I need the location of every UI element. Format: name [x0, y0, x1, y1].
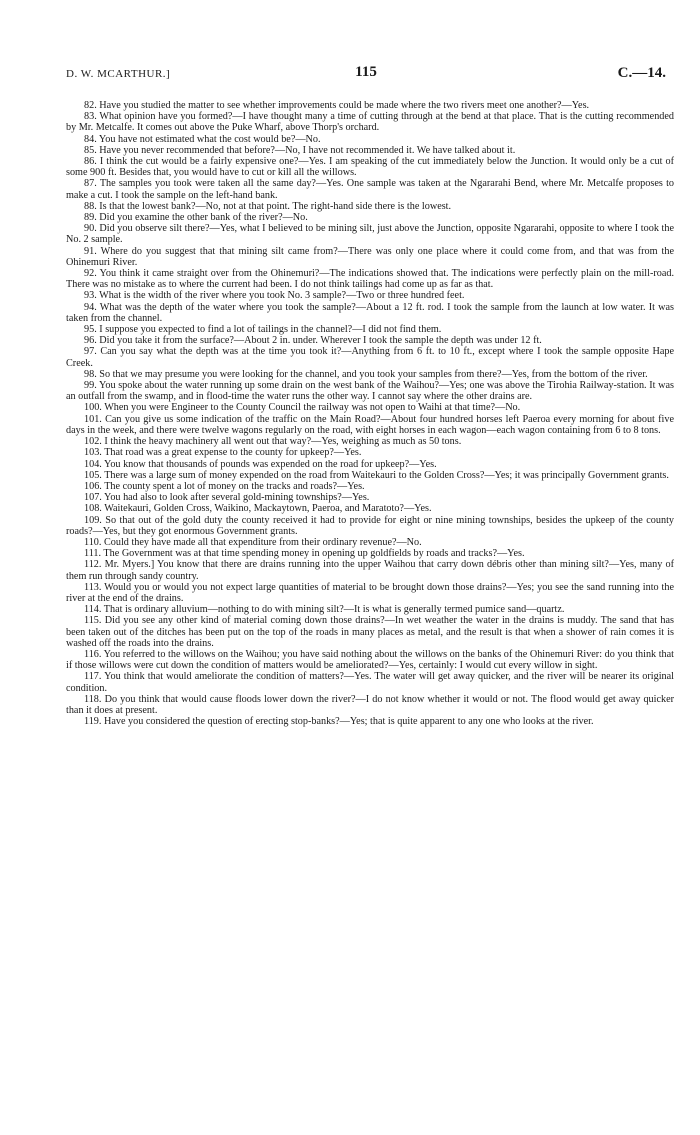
testimony-paragraph: 85. Have you never recommended that before?—No, I have not recommended it. We have talked about it.: [84, 144, 516, 156]
testimony-paragraph: 111. The Government was at that time spending money in opening up goldfields by roads and tracks?—Yes.: [84, 548, 525, 560]
testimony-paragraph: 107. You had also to look after several gold-mining townships?—Yes.: [84, 492, 370, 504]
testimony-paragraph: 95. I suppose you expected to find a lot of tailings in the channel?—I did not find them.: [84, 324, 442, 336]
page-header: [66, 64, 666, 84]
testimony-paragraph: 82. Have you studied the matter to see whether improvements could be made where the two rivers meet one another?—Yes.: [84, 100, 590, 111]
testimony-paragraph: 91. Where do you suggest that that mining silt came from?—There was only one place where it could come from, and that was from the Ohinemuri River.: [66, 245, 674, 268]
testimony-paragraph: 83. What opinion have you formed?—I have thought many a time of cutting through at the bend at that place. That is the cutting recommended by Mr. Metcalfe. It comes out above the Puke Wharf, above Thorp's orchard.: [66, 111, 674, 134]
testimony-paragraph: 116. You referred to the willows on the Waihou; you have said nothing about the willows on the banks of the Ohinemuri River: do you think that if those willows were cut down the condition of matters would be ameliorated?—Yes, certainly: I would cut every willow in sight.: [66, 648, 674, 672]
testimony-paragraph: 102. I think the heavy machinery all went out that way?—Yes, weighing as much as 50 tons.: [84, 436, 462, 448]
testimony-paragraph: 96. Did you take it from the surface?—About 2 in. under. Wherever I took the sample the depth was under 12 ft.: [84, 335, 542, 347]
testimony-paragraph: 115. Did you see any other kind of material coming down those drains?—In wet weather the water in the drains is muddy. The sand that has been taken out of the ditches has been put on the top of the roads in many places as metal, and the result is that when a shower of rain comes it is washed off the roads into the drains.: [66, 615, 674, 649]
testimony-paragraph: 92. You think it came straight over from the Ohinemuri?—The indications showed that. The indications were perfectly plain on the mill-road. There was no mistake as to where the current had been. I do not think tailings had come up as far as that.: [66, 268, 674, 291]
testimony-paragraph: 119. Have you considered the question of erecting stop-banks?—Yes; that is quite apparent to any one who looks at the river.: [84, 716, 594, 728]
testimony-paragraph: 100. When you were Engineer to the County Council the railway was not open to Waihi at that time?—No.: [84, 402, 521, 414]
testimony-paragraph: 113. Would you or would you not expect large quantities of material to be brought down those drains?—Yes; you see the sand running into the river at the end of the drains.: [66, 581, 674, 604]
page-number: 115: [355, 64, 377, 80]
testimony-paragraph: 87. The samples you took were taken all the same day?—Yes. One sample was taken at the Ngararahi Bend, where Mr. Metcalfe proposes to make a cut. I took the sample on the left-hand bank.: [66, 178, 674, 201]
testimony-paragraph: 114. That is ordinary alluvium—nothing to do with mining silt?—It is what is generally termed pumice sand—quartz.: [84, 604, 565, 616]
testimony-text: [66, 100, 674, 727]
testimony-paragraph: 97. Can you say what the depth was at the time you took it?—Anything from 6 ft. to 10 ft., except where I took the sample opposite Hape Creek.: [66, 346, 674, 369]
testimony-paragraph: 98. So that we may presume you were looking for the channel, and you took your samples from there?—Yes, from the bottom of the river.: [84, 368, 648, 380]
testimony-paragraph: 94. What was the depth of the water where you took the sample?—About a 12 ft. rod. I took the sample from the launch at low water. It was taken from the channel.: [66, 301, 674, 324]
testimony-paragraph: 103. That road was a great expense to the county for upkeep?—Yes.: [84, 447, 362, 459]
testimony-paragraph: 117. You think that would ameliorate the condition of matters?—Yes. The water will get away quicker, and the river will be nearer its original condition.: [66, 671, 674, 694]
testimony-paragraph: 84. You have not estimated what the cost would be?—No.: [84, 133, 321, 145]
testimony-paragraph: 105. There was a large sum of money expended on the road from Waitekauri to the Golden Cross?—Yes; it was principally Government grants.: [84, 469, 669, 481]
testimony-paragraph: 104. You know that thousands of pounds was expended on the road for upkeep?—Yes.: [84, 458, 437, 470]
document-reference: C.—14.: [617, 65, 666, 81]
testimony-paragraph: 93. What is the width of the river where you took No. 3 sample?—Two or three hundred feet.: [84, 290, 465, 302]
testimony-paragraph: 110. Could they have made all that expenditure from their ordinary revenue?—No.: [84, 536, 422, 548]
testimony-paragraph: 99. You spoke about the water running up some drain on the west bank of the Waihou?—Yes; one was above the Tirohia Railway-station. It was an outfall from the swamp, and in flood-time the water runs the other way. I cannot say where the other drains are.: [66, 380, 674, 403]
testimony-paragraph: 112. Mr. Myers.] You know that there are drains running into the upper Waihou that carry down débris other than mining silt?—Yes, many of them run through sandy country.: [66, 559, 674, 582]
testimony-paragraph: 86. I think the cut would be a fairly expensive one?—Yes. I am speaking of the cut immediately below the Junction. It would only be a cut of some 900 ft. Besides that, you would have to cut or kill all the willows.: [66, 156, 674, 179]
testimony-paragraph: 89. Did you examine the other bank of the river?—No.: [84, 212, 308, 224]
testimony-paragraph: 108. Waitekauri, Golden Cross, Waikino, Mackaytown, Paeroa, and Maratoto?—Yes.: [84, 503, 432, 515]
testimony-paragraph: 109. So that out of the gold duty the county received it had to provide for eight or nine mining townships, besides the upkeep of the county roads?—Yes, but they got enormous Government grants.: [66, 514, 674, 537]
testimony-paragraph: 106. The county spent a lot of money on the tracks and roads?—Yes.: [84, 480, 365, 492]
testimony-paragraph: 101. Can you give us some indication of the traffic on the Main Road?—About four hundred horses left Paeroa every morning for about five days in the week, and there were twelve wagons regularly on the road, with eight horses in each wagon—each wagon containing from 6 to 8 tons.: [66, 413, 674, 436]
testimony-paragraph: 88. Is that the lowest bank?—No, not at that point. The right-hand side there is the lowest.: [84, 200, 452, 212]
testimony-paragraph: 118. Do you think that would cause floods lower down the river?—I do not know whether it would or not. The flood would get away quicker than it does at present.: [66, 693, 674, 716]
witness-name: D. W. MCARTHUR.]: [66, 68, 171, 80]
testimony-paragraph: 90. Did you observe silt there?—Yes, what I believed to be mining silt, just above the Junction, opposite Ngararahi, opposite to where I took the No. 2 sample.: [66, 223, 674, 246]
